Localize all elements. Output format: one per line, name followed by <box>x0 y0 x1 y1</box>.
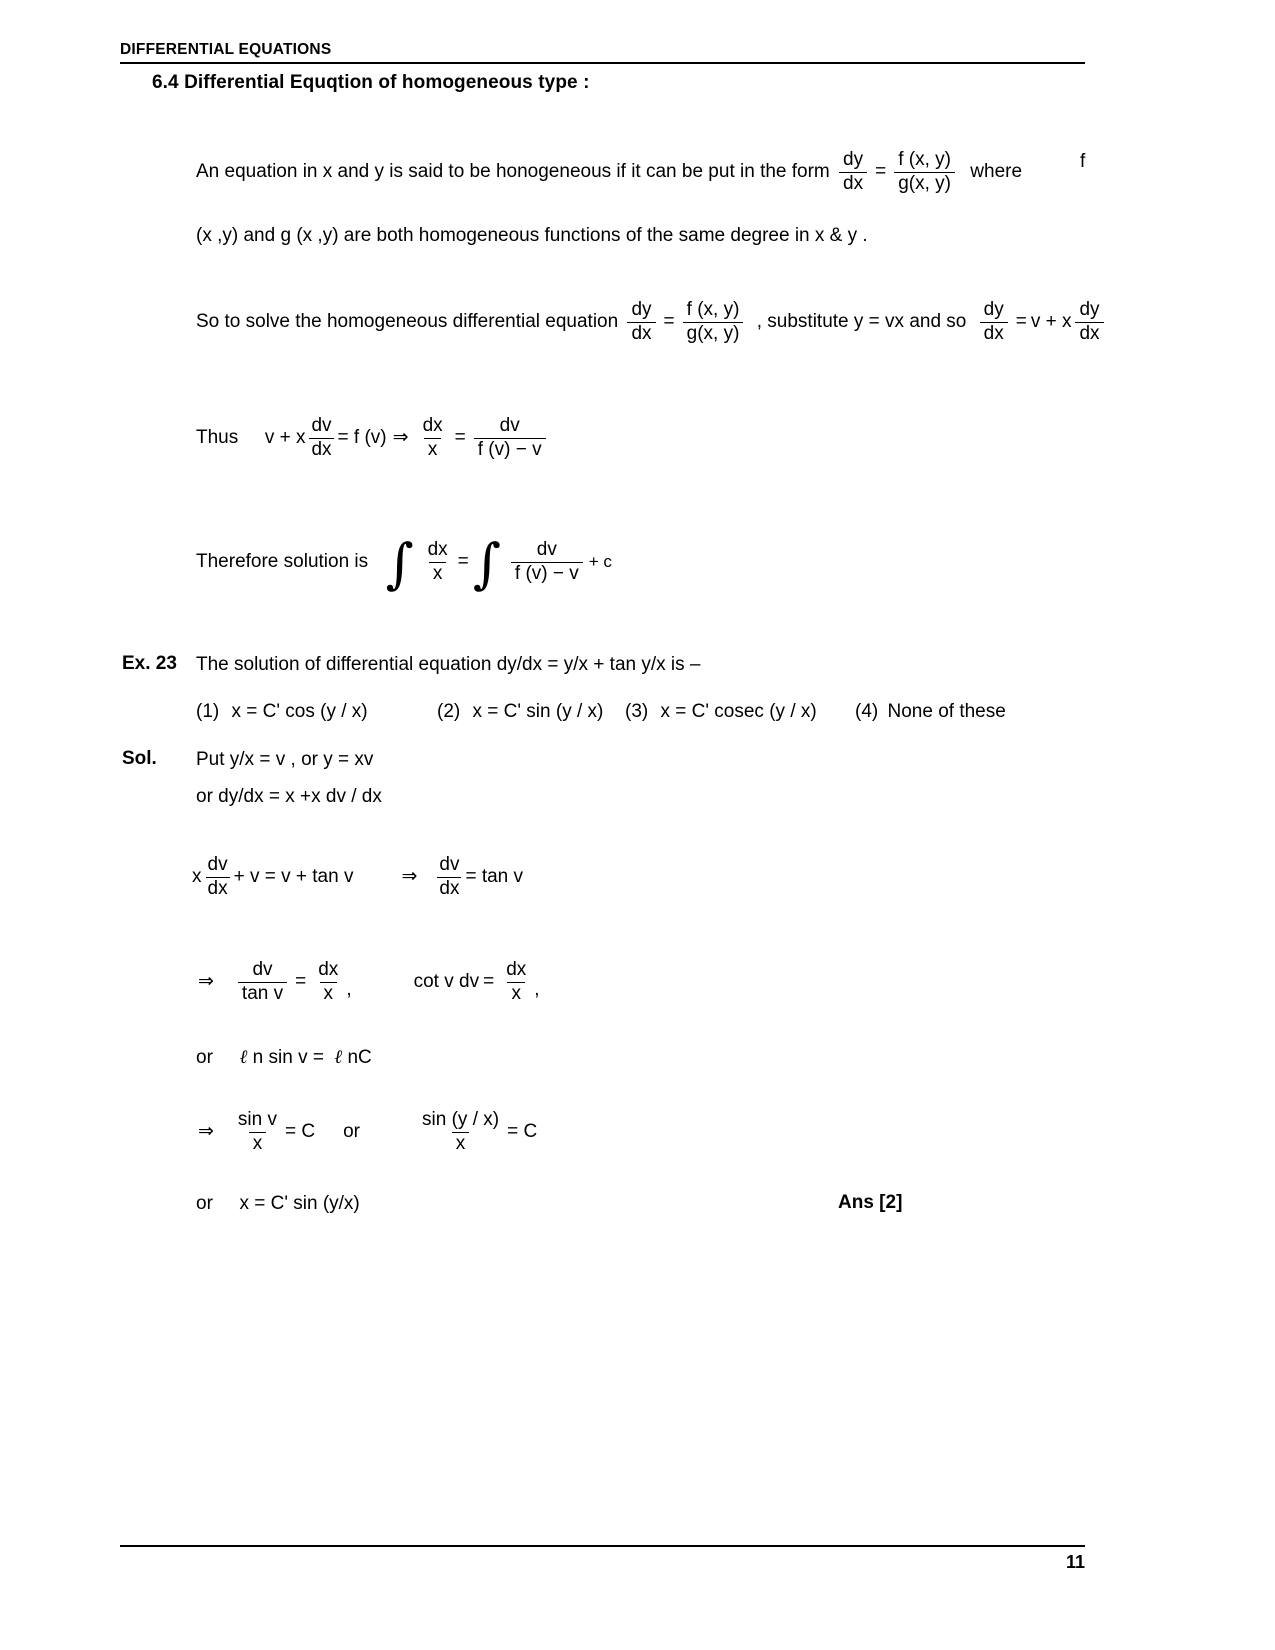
step5-text: n sin v = <box>252 1047 324 1068</box>
fraction-denominator: f (v) − v <box>474 438 546 461</box>
solution-step-4 <box>192 960 540 1004</box>
implies-arrow-icon: ⇒ <box>392 426 409 449</box>
fraction-dx-x-2 <box>502 960 530 1004</box>
step5-tail: nC <box>347 1047 372 1068</box>
fraction-numerator: dy <box>631 299 652 320</box>
equals-sign: = <box>454 427 466 449</box>
fraction-sin-yx-over-x <box>418 1110 503 1154</box>
fraction-denominator: dx <box>311 438 332 460</box>
fraction-denominator: dx <box>839 172 867 195</box>
thus-label: Thus <box>196 427 239 449</box>
equals-sign: = <box>457 551 469 573</box>
equals-c-2: = C <box>507 1121 538 1143</box>
footer-divider <box>120 1545 1085 1547</box>
definition-trailing-f: f <box>1080 151 1086 172</box>
fraction-dx-x <box>419 416 447 460</box>
fraction-dy-dx-3 <box>1075 300 1103 344</box>
example-question: The solution of differential equation dy/dx = y/x + tan y/x is – <box>196 654 701 675</box>
method-equation-1 <box>623 300 747 344</box>
definition-text-after: where <box>970 161 1023 183</box>
solution-step-7 <box>196 1192 360 1216</box>
option-1-number: (1) <box>196 701 220 722</box>
option-1[interactable] <box>196 700 368 724</box>
fraction-denominator: dx <box>980 322 1008 345</box>
equals-tan-v: = tan v <box>465 866 524 888</box>
example-label: Ex. 23 <box>122 653 177 674</box>
fraction-f-over-g <box>894 150 955 194</box>
step4-equation <box>192 960 540 1004</box>
equals-f-of-v: = f (v) <box>337 427 387 449</box>
method-text-after: , substitute y = vx and so <box>756 311 967 333</box>
fraction-denominator: dx <box>1075 322 1103 345</box>
thus-equation <box>265 416 550 460</box>
method-line <box>196 300 1108 344</box>
fraction-numerator: dx <box>422 415 443 436</box>
x-term: x <box>192 866 202 888</box>
method-text-before: So to solve the homogeneous differential equation <box>196 311 619 333</box>
option-1-text: x = C' cos (y / x) <box>231 701 368 722</box>
option-3[interactable] <box>625 700 817 724</box>
fraction-denominator: tan v <box>238 982 287 1005</box>
solution-step-2: or dy/dx = x +x dv / dx <box>196 786 382 807</box>
method-equation-2 <box>972 300 1108 344</box>
fraction-dx-x <box>314 960 342 1004</box>
script-l-icon: ℓ <box>239 1046 248 1068</box>
fraction-numerator: dx <box>318 959 339 980</box>
definition-equation <box>835 150 959 194</box>
step7-text: x = C' sin (y/x) <box>239 1193 360 1214</box>
solution-step-3 <box>192 855 523 899</box>
solution-integral-equation <box>383 531 612 595</box>
section-heading: 6.4 Differential Equqtion of homogeneous type : <box>152 72 590 93</box>
header-divider <box>120 62 1085 64</box>
fraction-denominator: x <box>507 982 525 1005</box>
therefore-label: Therefore solution is <box>196 551 369 573</box>
equals-sign-2: = <box>1015 311 1027 333</box>
fraction-numerator: dv <box>311 415 332 436</box>
page-number: 11 <box>1065 1552 1085 1572</box>
fraction-denominator: x <box>452 1132 470 1155</box>
answer-label: Ans [2] <box>838 1192 903 1213</box>
fraction-numerator: dy <box>1079 299 1100 320</box>
thus-line <box>196 416 550 460</box>
step6-or-label: or <box>343 1121 361 1143</box>
fraction-dx-x <box>424 540 452 584</box>
definition-text-before: An equation in x and y is said to be honogeneous if it can be put in the form <box>196 161 830 183</box>
fraction-numerator: dv <box>252 959 273 980</box>
implies-arrow-icon: ⇒ <box>198 1120 214 1143</box>
step3-rest: + v = v + tan v <box>233 866 354 888</box>
fraction-denominator: x <box>320 982 338 1005</box>
equals-sign: = <box>663 311 675 333</box>
therefore-solution-line <box>196 531 612 595</box>
fraction-denominator: dx <box>207 877 228 899</box>
fraction-dy-dx <box>627 300 655 344</box>
step6-equation <box>192 1110 537 1154</box>
integral-icon-2: ∫ <box>472 531 501 595</box>
definition-line-1 <box>196 150 1022 194</box>
fraction-numerator: sin (y / x) <box>422 1109 500 1130</box>
step3-equation <box>192 855 523 899</box>
fraction-denominator: x <box>424 438 442 461</box>
v-plus-x-term: v + x <box>264 427 306 449</box>
option-2-text: x = C' sin (y / x) <box>472 701 604 722</box>
comma-1: , <box>346 979 352 1001</box>
fraction-dv-dx <box>206 855 230 899</box>
fraction-numerator: dx <box>427 539 448 560</box>
option-2-number: (2) <box>437 701 461 722</box>
fraction-numerator: dv <box>499 415 520 436</box>
fraction-denominator: x <box>429 562 447 585</box>
option-4[interactable] <box>855 700 1006 724</box>
running-title: DIFFERENTIAL EQUATIONS <box>120 41 332 58</box>
fraction-numerator: dx <box>506 959 527 980</box>
equals-c: = C <box>285 1121 316 1143</box>
fraction-denominator: dx <box>439 877 460 899</box>
cot-v-dv-term: cot v dv <box>413 971 480 993</box>
solution-step-5 <box>196 1046 372 1070</box>
v-plus-x-term: v + x <box>1030 311 1072 333</box>
fraction-denominator: x <box>249 1132 267 1155</box>
fraction-dv-over-tanv <box>238 960 287 1004</box>
plus-c-term: + c <box>588 552 612 572</box>
fraction-dv-over-fv-minus-v <box>511 540 583 584</box>
fraction-denominator: g(x, y) <box>683 322 744 345</box>
fraction-numerator: f (x, y) <box>898 149 952 170</box>
solution-step-1: Put y/x = v , or y = xv <box>196 749 374 770</box>
solution-step-6 <box>192 1110 537 1154</box>
fraction-dv-dx <box>309 416 333 460</box>
equals-sign: = <box>295 971 307 993</box>
fraction-numerator: dv <box>439 854 460 875</box>
script-l-icon-2: ℓ <box>334 1046 343 1068</box>
fraction-numerator: dy <box>843 149 864 170</box>
fraction-numerator: dy <box>983 299 1004 320</box>
fraction-numerator: dv <box>207 854 228 875</box>
option-3-number: (3) <box>625 701 649 722</box>
fraction-denominator: g(x, y) <box>894 172 955 195</box>
definition-line-2: (x ,y) and g (x ,y) are both homogeneous functions of the same degree in x & y . <box>196 225 868 246</box>
integral-icon: ∫ <box>385 531 414 595</box>
option-2[interactable] <box>437 700 603 724</box>
implies-arrow-icon: ⇒ <box>401 865 418 888</box>
equals-sign: = <box>875 161 887 183</box>
option-4-number: (4) <box>855 701 879 722</box>
step7-or-label: or <box>196 1193 213 1214</box>
option-3-text: x = C' cosec (y / x) <box>660 701 817 722</box>
fraction-denominator: dx <box>627 322 655 345</box>
comma-2: , <box>534 979 540 1001</box>
step5-or-label: or <box>196 1047 213 1068</box>
fraction-f-over-g <box>683 300 744 344</box>
solution-label: Sol. <box>122 748 157 769</box>
fraction-dv-over-fv-minus-v <box>474 416 546 460</box>
fraction-sinv-over-x <box>234 1110 281 1154</box>
option-4-text: None of these <box>887 701 1006 722</box>
fraction-dy-dx-2 <box>980 300 1008 344</box>
equals-sign-2: = <box>483 971 495 993</box>
fraction-numerator: f (x, y) <box>686 299 740 320</box>
implies-arrow-icon: ⇒ <box>198 970 214 993</box>
fraction-dy-dx <box>839 150 867 194</box>
fraction-denominator: f (v) − v <box>511 562 583 585</box>
fraction-numerator: dv <box>536 539 557 560</box>
page-header <box>120 42 1085 64</box>
fraction-numerator: sin v <box>237 1109 277 1130</box>
fraction-dv-dx-2 <box>437 855 461 899</box>
